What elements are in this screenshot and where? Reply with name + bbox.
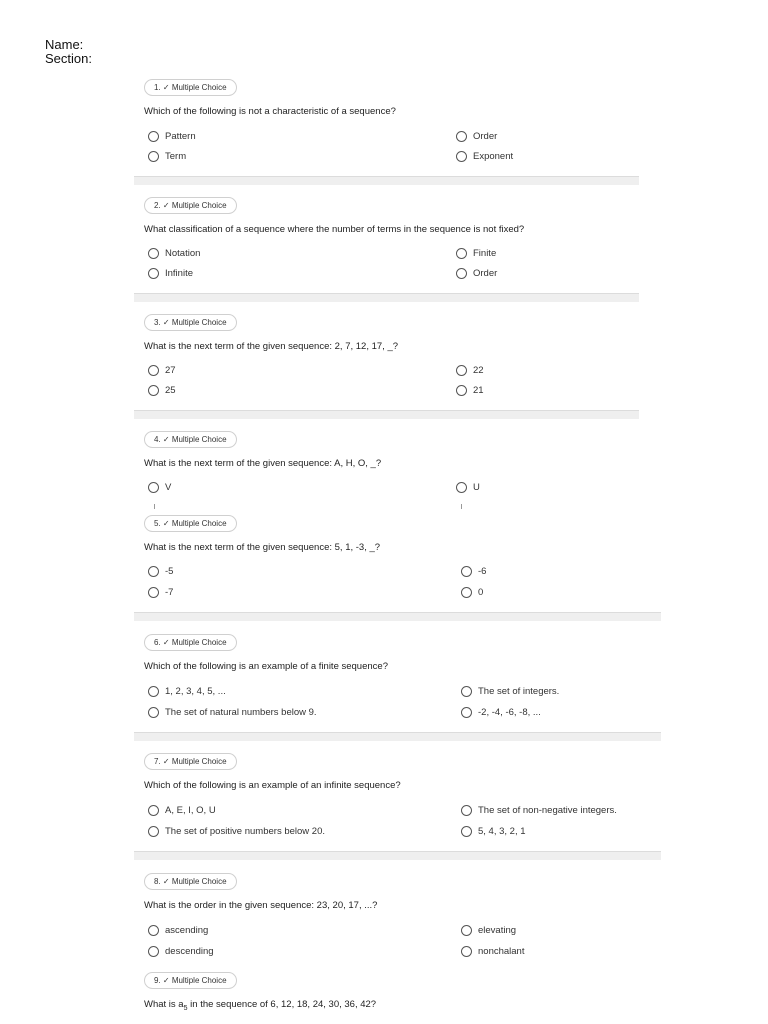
question-badge: 7. ✓ Multiple Choice bbox=[144, 753, 237, 770]
question-badge: 4. ✓ Multiple Choice bbox=[144, 431, 237, 448]
option[interactable]: 5, 4, 3, 2, 1 bbox=[461, 826, 526, 837]
student-header bbox=[45, 38, 92, 66]
question-text: What is the order in the given sequence: 23, 20, 17, ...? bbox=[144, 900, 378, 911]
question-text: What classification of a sequence where the number of terms in the sequence is not fixed? bbox=[144, 224, 525, 235]
radio-icon[interactable] bbox=[456, 248, 467, 259]
question-separator bbox=[134, 176, 639, 185]
radio-icon[interactable] bbox=[461, 946, 472, 957]
radio-icon[interactable] bbox=[148, 268, 159, 279]
radio-icon[interactable] bbox=[456, 482, 467, 493]
name-label: Name: bbox=[45, 37, 84, 52]
radio-icon[interactable] bbox=[456, 131, 467, 142]
question-separator bbox=[134, 293, 639, 302]
question-badge: 6. ✓ Multiple Choice bbox=[144, 634, 237, 651]
question-text: What is the next term of the given sequence: A, H, O, _? bbox=[144, 458, 382, 469]
question-separator bbox=[134, 851, 661, 860]
option[interactable]: U bbox=[456, 482, 480, 493]
cut-mark bbox=[154, 504, 155, 509]
option[interactable]: 22 bbox=[456, 365, 484, 376]
question-badge: 3. ✓ Multiple Choice bbox=[144, 314, 237, 331]
question-text: What is the next term of the given sequence: 5, 1, -3, _? bbox=[144, 542, 381, 553]
radio-icon[interactable] bbox=[461, 707, 472, 718]
question-2 bbox=[134, 197, 639, 297]
question-text: What is $a_5$ in the sequence of 6, 12, 18, 24, 30, 36, 42? bbox=[144, 999, 377, 1012]
question-separator bbox=[134, 612, 661, 621]
option[interactable]: A, E, I, O, U bbox=[148, 805, 216, 816]
option[interactable]: 25 bbox=[148, 385, 176, 396]
option[interactable]: Term bbox=[148, 151, 186, 162]
option[interactable]: ascending bbox=[148, 925, 208, 936]
option[interactable]: -5 bbox=[148, 566, 173, 577]
option[interactable]: 27 bbox=[148, 365, 176, 376]
question-badge: 8. ✓ Multiple Choice bbox=[144, 873, 237, 890]
cut-mark bbox=[461, 504, 462, 509]
question-separator bbox=[134, 410, 639, 419]
radio-icon[interactable] bbox=[148, 805, 159, 816]
option[interactable]: 1, 2, 3, 4, 5, ... bbox=[148, 686, 226, 697]
option[interactable]: The set of natural numbers below 9. bbox=[148, 707, 317, 718]
question-9 bbox=[134, 972, 661, 1022]
option[interactable]: Finite bbox=[456, 248, 496, 259]
option[interactable]: Pattern bbox=[148, 131, 196, 142]
section-label: Section: bbox=[45, 51, 92, 66]
radio-icon[interactable] bbox=[148, 946, 159, 957]
radio-icon[interactable] bbox=[148, 151, 159, 162]
question-6 bbox=[134, 634, 661, 734]
radio-icon[interactable] bbox=[148, 248, 159, 259]
radio-icon[interactable] bbox=[461, 566, 472, 577]
question-badge: 5. ✓ Multiple Choice bbox=[144, 515, 237, 532]
radio-icon[interactable] bbox=[456, 385, 467, 396]
radio-icon[interactable] bbox=[456, 268, 467, 279]
option[interactable]: Order bbox=[456, 131, 497, 142]
option[interactable]: V bbox=[148, 482, 171, 493]
radio-icon[interactable] bbox=[148, 686, 159, 697]
question-7 bbox=[134, 753, 661, 853]
option[interactable]: Exponent bbox=[456, 151, 513, 162]
radio-icon[interactable] bbox=[456, 365, 467, 376]
question-text: What is the next term of the given sequence: 2, 7, 12, 17, _? bbox=[144, 341, 399, 352]
radio-icon[interactable] bbox=[461, 925, 472, 936]
question-8 bbox=[134, 873, 661, 968]
option[interactable]: elevating bbox=[461, 925, 516, 936]
radio-icon[interactable] bbox=[148, 131, 159, 142]
question-4 bbox=[134, 431, 639, 511]
question-separator bbox=[134, 732, 661, 741]
radio-icon[interactable] bbox=[461, 805, 472, 816]
question-1 bbox=[134, 79, 639, 179]
radio-icon[interactable] bbox=[461, 587, 472, 598]
radio-icon[interactable] bbox=[148, 826, 159, 837]
radio-icon[interactable] bbox=[148, 365, 159, 376]
option[interactable]: Order bbox=[456, 268, 497, 279]
badge-label: 1. ✓ Multiple Choice bbox=[154, 83, 227, 92]
option[interactable]: -7 bbox=[148, 587, 173, 598]
radio-icon[interactable] bbox=[461, 686, 472, 697]
option[interactable]: 0 bbox=[461, 587, 483, 598]
option[interactable]: nonchalant bbox=[461, 946, 524, 957]
option[interactable]: -2, -4, -6, -8, ... bbox=[461, 707, 541, 718]
radio-icon[interactable] bbox=[148, 482, 159, 493]
option[interactable]: 21 bbox=[456, 385, 484, 396]
question-text: Which of the following is an example of a finite sequence? bbox=[144, 661, 388, 672]
question-text: Which of the following is not a characteristic of a sequence? bbox=[144, 106, 396, 117]
question-text: Which of the following is an example of an infinite sequence? bbox=[144, 780, 401, 791]
radio-icon[interactable] bbox=[148, 707, 159, 718]
radio-icon[interactable] bbox=[461, 826, 472, 837]
radio-icon[interactable] bbox=[148, 566, 159, 577]
radio-icon[interactable] bbox=[456, 151, 467, 162]
option[interactable]: The set of non-negative integers. bbox=[461, 805, 617, 816]
question-3 bbox=[134, 314, 639, 414]
question-badge bbox=[144, 79, 237, 96]
option[interactable]: Infinite bbox=[148, 268, 193, 279]
option[interactable]: The set of positive numbers below 20. bbox=[148, 826, 325, 837]
option[interactable]: descending bbox=[148, 946, 214, 957]
radio-icon[interactable] bbox=[148, 587, 159, 598]
question-badge: 2. ✓ Multiple Choice bbox=[144, 197, 237, 214]
option[interactable]: The set of integers. bbox=[461, 686, 559, 697]
radio-icon[interactable] bbox=[148, 925, 159, 936]
option[interactable]: Notation bbox=[148, 248, 200, 259]
option[interactable]: -6 bbox=[461, 566, 486, 577]
question-5 bbox=[134, 515, 661, 615]
radio-icon[interactable] bbox=[148, 385, 159, 396]
question-badge: 9. ✓ Multiple Choice bbox=[144, 972, 237, 989]
